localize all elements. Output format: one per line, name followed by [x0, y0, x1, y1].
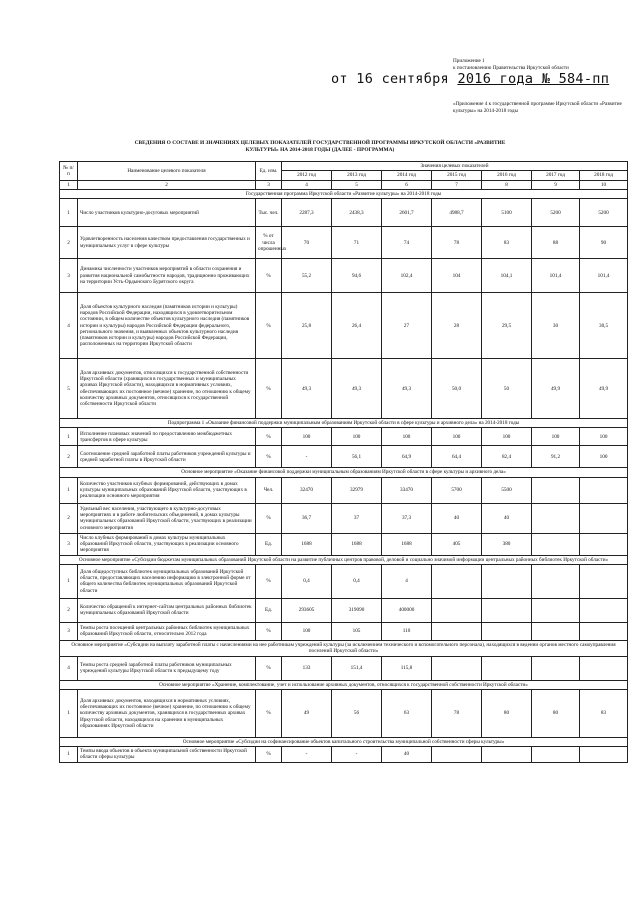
value-cell	[432, 656, 482, 680]
row-number: 2	[60, 227, 78, 259]
value-cell	[532, 564, 580, 598]
table-row	[60, 359, 628, 419]
section-header-row	[60, 737, 628, 746]
unit-cell: %	[256, 428, 282, 446]
value-cell: 100	[432, 428, 482, 446]
value-cell: 37,3	[382, 503, 432, 533]
value-cell	[482, 622, 532, 640]
value-cell: 30,5	[580, 293, 628, 359]
indicator-name: Доля объектов культурного наследия (памятников истории и культуры) народов Российской Федерации, находящихся в удовлетворительном состоянии, в общем количестве объектов культурного наследия (памятников истории и культуры) народов Российской Федерации федерального, регионального значения, и выявленных объектов культурного наследия (памятников истории и культуры) народов Российской Федерации, расположенных на территории Иркутской области	[78, 293, 256, 359]
indicator-name: Темпы роста средней заработной платы работников муниципальных учреждений культуры Иркутской области к предыдущему году	[78, 656, 256, 680]
value-cell: 115,8	[382, 656, 432, 680]
value-cell	[432, 564, 482, 598]
value-cell: 70	[282, 227, 332, 259]
value-cell: 91,2	[532, 446, 580, 468]
indicators-table	[59, 161, 628, 763]
unit-cell: %	[256, 656, 282, 680]
unit-cell: %	[256, 689, 282, 737]
row-number: 5	[60, 359, 78, 419]
indicator-name: Количество обращений к интернет-сайтам центральных районных библиотек муниципальных образований Иркутской области	[78, 598, 256, 622]
value-cell	[580, 564, 628, 598]
unit-cell: %	[256, 446, 282, 468]
section-title: Основное мероприятие «Субсидии на выплату заработной платы с начислениями на нее работникам учреждений культуры (за исключением технического и вспомогательного персонала), находящихся в ведении органов местного самоуправления поселений Иркутской области»	[60, 640, 628, 656]
header-num: № п/п	[60, 162, 78, 181]
table-row	[60, 656, 628, 680]
value-cell: 101,4	[532, 259, 580, 293]
value-cell: 40	[432, 503, 482, 533]
value-cell: -	[282, 446, 332, 468]
value-cell	[482, 656, 532, 680]
unit-cell: %	[256, 747, 282, 763]
header-year: 2014 год	[382, 171, 432, 180]
value-cell: 49,9	[580, 359, 628, 419]
value-cell: 94,6	[332, 259, 382, 293]
row-number: 1	[60, 689, 78, 737]
column-number: 1	[60, 180, 78, 189]
value-cell: -	[282, 747, 332, 763]
unit-cell: %	[256, 564, 282, 598]
value-cell: 49,3	[382, 359, 432, 419]
indicator-name: Темпы ввода объектов в объекта муниципальной собственности Иркутской области сферы культуры	[78, 747, 256, 763]
table-row	[60, 689, 628, 737]
value-cell: 104	[432, 259, 482, 293]
resolution-note: Приложение 1 к постановлению Правительства Иркутской области	[453, 58, 569, 71]
value-cell: 40	[482, 503, 532, 533]
row-number: 1	[60, 564, 78, 598]
value-cell: 1688	[332, 533, 382, 555]
value-cell: 64,9	[382, 446, 432, 468]
value-cell: 49,9	[532, 359, 580, 419]
value-cell: 380	[482, 533, 532, 555]
value-cell: 25,8	[282, 293, 332, 359]
value-cell: 78	[432, 227, 482, 259]
row-number: 3	[60, 533, 78, 555]
value-cell: 2438,3	[332, 199, 382, 227]
value-cell	[432, 622, 482, 640]
value-cell: 30	[532, 293, 580, 359]
header-year: 2013 год	[332, 171, 382, 180]
value-cell: 26,4	[332, 293, 382, 359]
section-header-row	[60, 680, 628, 689]
value-cell: 71	[332, 227, 382, 259]
value-cell	[482, 747, 532, 763]
value-cell: 28	[432, 293, 482, 359]
value-cell: 100	[332, 428, 382, 446]
value-cell: 5200	[532, 199, 580, 227]
value-cell: 4988,7	[432, 199, 482, 227]
value-cell	[580, 656, 628, 680]
table-row	[60, 446, 628, 468]
value-cell: 100	[282, 622, 332, 640]
indicator-name: Удовлетворенность населения качеством предоставления государственных и муниципальных услуг в сфере культуры	[78, 227, 256, 259]
column-number: 9	[532, 180, 580, 189]
value-cell	[432, 747, 482, 763]
column-number: 7	[432, 180, 482, 189]
value-cell	[532, 598, 580, 622]
value-cell	[580, 533, 628, 555]
value-cell: 50,0	[432, 359, 482, 419]
unit-cell: %	[256, 622, 282, 640]
value-cell: 74	[382, 227, 432, 259]
unit-cell: Ед.	[256, 598, 282, 622]
value-cell: 104,1	[482, 259, 532, 293]
value-cell	[580, 503, 628, 533]
value-cell	[532, 503, 580, 533]
value-cell: 49	[282, 689, 332, 737]
value-cell: 49,3	[332, 359, 382, 419]
value-cell: 101,4	[580, 259, 628, 293]
header-year: 2015 год	[432, 171, 482, 180]
column-number: 2	[78, 180, 256, 189]
unit-cell: % от числа опрошенных	[256, 227, 282, 259]
row-number: 2	[60, 598, 78, 622]
value-cell	[432, 598, 482, 622]
value-cell: 319090	[332, 598, 382, 622]
column-number: 3	[256, 180, 282, 189]
value-cell: 55,2	[282, 259, 332, 293]
value-cell: 88	[532, 227, 580, 259]
indicator-name: Удельный вес населения, участвующего в культурно-досуговых мероприятиях и в работе любительских объединений, в домах культуры муниципальных образований Иркутской области, участвующих в реализации основного мероприятия	[78, 503, 256, 533]
value-cell: 64,4	[432, 446, 482, 468]
value-cell: 133	[282, 656, 332, 680]
value-cell: 100	[580, 428, 628, 446]
row-number: 1	[60, 477, 78, 503]
value-cell: 110	[382, 622, 432, 640]
value-cell: 83	[580, 689, 628, 737]
section-title: Основное мероприятие «Оказание финансовой поддержки муниципальным образованиям Иркутской области в сфере культуры и архивного дела»	[60, 468, 628, 477]
value-cell: -	[332, 747, 382, 763]
table-row	[60, 428, 628, 446]
table-colnum-row	[60, 180, 628, 189]
value-cell: 63	[382, 689, 432, 737]
stamp-number: 2016 года № 584-пп	[457, 71, 610, 87]
value-cell: 100	[580, 446, 628, 468]
value-cell: 0,4	[332, 564, 382, 598]
value-cell: 29,5	[482, 293, 532, 359]
header-year: 2017 год	[532, 171, 580, 180]
value-cell: 5700	[432, 477, 482, 503]
value-cell	[580, 477, 628, 503]
section-title: Основное мероприятие «Хранение, комплектование, учет и использование архивных документов, относящихся к государственной собственности Иркутской области»	[60, 680, 628, 689]
value-cell	[580, 747, 628, 763]
value-cell: 151,4	[332, 656, 382, 680]
value-cell	[580, 622, 628, 640]
column-number: 5	[332, 180, 382, 189]
section-title: Основное мероприятие «Субсидии на софинансирование объектов капитального строительства муниципальной собственности сферы культуры»	[60, 737, 628, 746]
header-year: 2016 год	[482, 171, 532, 180]
header-name: Наименование целевого показателя	[78, 162, 256, 181]
value-cell: 82,4	[482, 446, 532, 468]
value-cell: 102,4	[382, 259, 432, 293]
value-cell	[532, 622, 580, 640]
value-cell: 405	[432, 533, 482, 555]
value-cell: 1688	[282, 533, 332, 555]
header-values-group: Значения целевых показателей	[282, 162, 628, 171]
value-cell: 78	[432, 689, 482, 737]
table-row	[60, 533, 628, 555]
table-row	[60, 477, 628, 503]
unit-cell: Чел.	[256, 477, 282, 503]
column-number: 8	[482, 180, 532, 189]
value-cell: 4	[382, 564, 432, 598]
value-cell: 80	[532, 689, 580, 737]
resolution-date-stamp	[331, 71, 609, 87]
value-cell: 83	[482, 227, 532, 259]
value-cell	[482, 564, 532, 598]
unit-cell: Ед.	[256, 533, 282, 555]
section-header-row	[60, 555, 628, 564]
value-cell: 49,3	[282, 359, 332, 419]
row-number: 3	[60, 622, 78, 640]
value-cell: 32979	[332, 477, 382, 503]
stamp-prefix: от 16 сентября	[331, 71, 449, 87]
value-cell: 27	[382, 293, 432, 359]
value-cell	[532, 747, 580, 763]
value-cell: 37	[332, 503, 382, 533]
section-header-row	[60, 640, 628, 656]
value-cell: 50	[482, 359, 532, 419]
indicator-name: Соотношение средней заработной платы работников учреждений культуры и средней заработной платы в Иркутской области	[78, 446, 256, 468]
indicator-name: Доля общедоступных библиотек муниципальных образований Иркутской области, предоставляющих населению информацию в электронной форме от общего количества библиотек муниципальных образований Иркутской области	[78, 564, 256, 598]
header-year: 2018 год	[580, 171, 628, 180]
value-cell: 5500	[482, 477, 532, 503]
value-cell: 100	[482, 428, 532, 446]
row-number: 2	[60, 503, 78, 533]
appendix-note: «Приложение 4 к государственной программе Иркутской области «Развитие культуры» на 2014-2018 годы	[453, 101, 622, 114]
value-cell	[532, 477, 580, 503]
unit-cell: %	[256, 503, 282, 533]
section-header-row	[60, 189, 628, 198]
value-cell: 2287,3	[282, 199, 332, 227]
header-unit: Ед. изм.	[256, 162, 282, 181]
value-cell: 0,4	[282, 564, 332, 598]
table-row	[60, 598, 628, 622]
section-title: Подпрограмма 1 «Оказание финансовой поддержки муниципальным образованиям Иркутской области в сфере культуры и архивного дела» на 2014-2018 годы	[60, 419, 628, 428]
value-cell: 100	[532, 428, 580, 446]
value-cell: 5200	[580, 199, 628, 227]
table-row	[60, 293, 628, 359]
value-cell: 33470	[382, 477, 432, 503]
table-row	[60, 227, 628, 259]
value-cell: 2601,7	[382, 199, 432, 227]
indicator-name: Число участников культурно-досуговых мероприятий	[78, 199, 256, 227]
section-header-row	[60, 419, 628, 428]
unit-cell: %	[256, 259, 282, 293]
header-year: 2012 год	[282, 171, 332, 180]
indicator-name: Доля архивных документов, относящихся к государственной собственности Иркутской области (хранящихся в государственных и муниципальных архивах Иркутской области), находящихся в нормативных условиях, обеспечивающих их постоянное (вечное) хранение, по отношению к общему количеству архивных документов, относящихся к государственной собственности Иркутской области	[78, 359, 256, 419]
indicator-name: Доля архивных документов, находящихся в нормативных условиях, обеспечивающих их постоянное (вечное) хранение, по отношению к общему количеству архивных документов, хранящихся в государственных архивах Иркутской области, находящихся на хранении в муниципальных образованиях Иркутской области	[78, 689, 256, 737]
column-number: 4	[282, 180, 332, 189]
value-cell: 100	[382, 428, 432, 446]
row-number: 4	[60, 293, 78, 359]
value-cell: 56	[332, 689, 382, 737]
indicator-name: Исполнение плановых значений по предоставлению межбюджетных трансфертов в сфере культуры	[78, 428, 256, 446]
row-number: 3	[60, 259, 78, 293]
indicator-name: Число клубных формирований в домах культуры муниципальных образований Иркутской области, участвующих в реализации основного мероприятия	[78, 533, 256, 555]
value-cell: 90	[580, 227, 628, 259]
value-cell: 293605	[282, 598, 332, 622]
value-cell: 1688	[382, 533, 432, 555]
table-row	[60, 622, 628, 640]
indicator-name: Динамика численности участников мероприятий в области сохранения и развития национальной самобытности народов, традиционно проживающих на территории Усть-Ордынского Бурятского округа	[78, 259, 256, 293]
row-number: 4	[60, 656, 78, 680]
row-number: 1	[60, 747, 78, 763]
indicator-name: Количество участников клубных формирований, действующих в домах культуры муниципальных образований Иркутской области, участвующих в реализации основного мероприятия	[78, 477, 256, 503]
value-cell: 36,7	[282, 503, 332, 533]
indicator-name: Темпы роста посещений центральных районных библиотек муниципальных образований Иркутской области, относительно 2012 года	[78, 622, 256, 640]
row-number: 1	[60, 428, 78, 446]
section-title: Основное мероприятие «Субсидии бюджетам муниципальных образований Иркутской области на развитие публичных центров правовой, деловой и социально значимой информации центральных районных библиотек Иркутской области»	[60, 555, 628, 564]
table-row	[60, 503, 628, 533]
row-number: 2	[60, 446, 78, 468]
row-number: 1	[60, 199, 78, 227]
value-cell: 80	[482, 689, 532, 737]
value-cell	[532, 533, 580, 555]
column-number: 10	[580, 180, 628, 189]
value-cell: 105	[332, 622, 382, 640]
unit-cell: %	[256, 359, 282, 419]
value-cell	[532, 656, 580, 680]
value-cell	[580, 598, 628, 622]
value-cell: 40	[382, 747, 432, 763]
value-cell: 100	[282, 428, 332, 446]
section-title: Государственная программа Иркутской области «Развитие культуры» на 2014-2018 годы	[60, 189, 628, 198]
value-cell: 400000	[382, 598, 432, 622]
unit-cell: %	[256, 293, 282, 359]
document-title: СВЕДЕНИЯ О СОСТАВЕ И ЗНАЧЕНИЯХ ЦЕЛЕВЫХ ПОКАЗАТЕЛЕЙ ГОСУДАРСТВЕННОЙ ПРОГРАММЫ ИРКУТСКОЙ ОБЛАСТИ «РАЗВИТИЕ КУЛЬТУРЫ» НА 2014-2018 ГОДЫ (ДАЛЕЕ - ПРОГРАММА)	[134, 140, 506, 153]
unit-cell: Тыс. чел.	[256, 199, 282, 227]
column-number: 6	[382, 180, 432, 189]
value-cell	[482, 598, 532, 622]
table-row	[60, 199, 628, 227]
value-cell: 5100	[482, 199, 532, 227]
table-row	[60, 564, 628, 598]
section-header-row	[60, 468, 628, 477]
value-cell: 32470	[282, 477, 332, 503]
value-cell: 56,1	[332, 446, 382, 468]
table-row	[60, 259, 628, 293]
table-header-row	[60, 162, 628, 171]
table-row	[60, 747, 628, 763]
